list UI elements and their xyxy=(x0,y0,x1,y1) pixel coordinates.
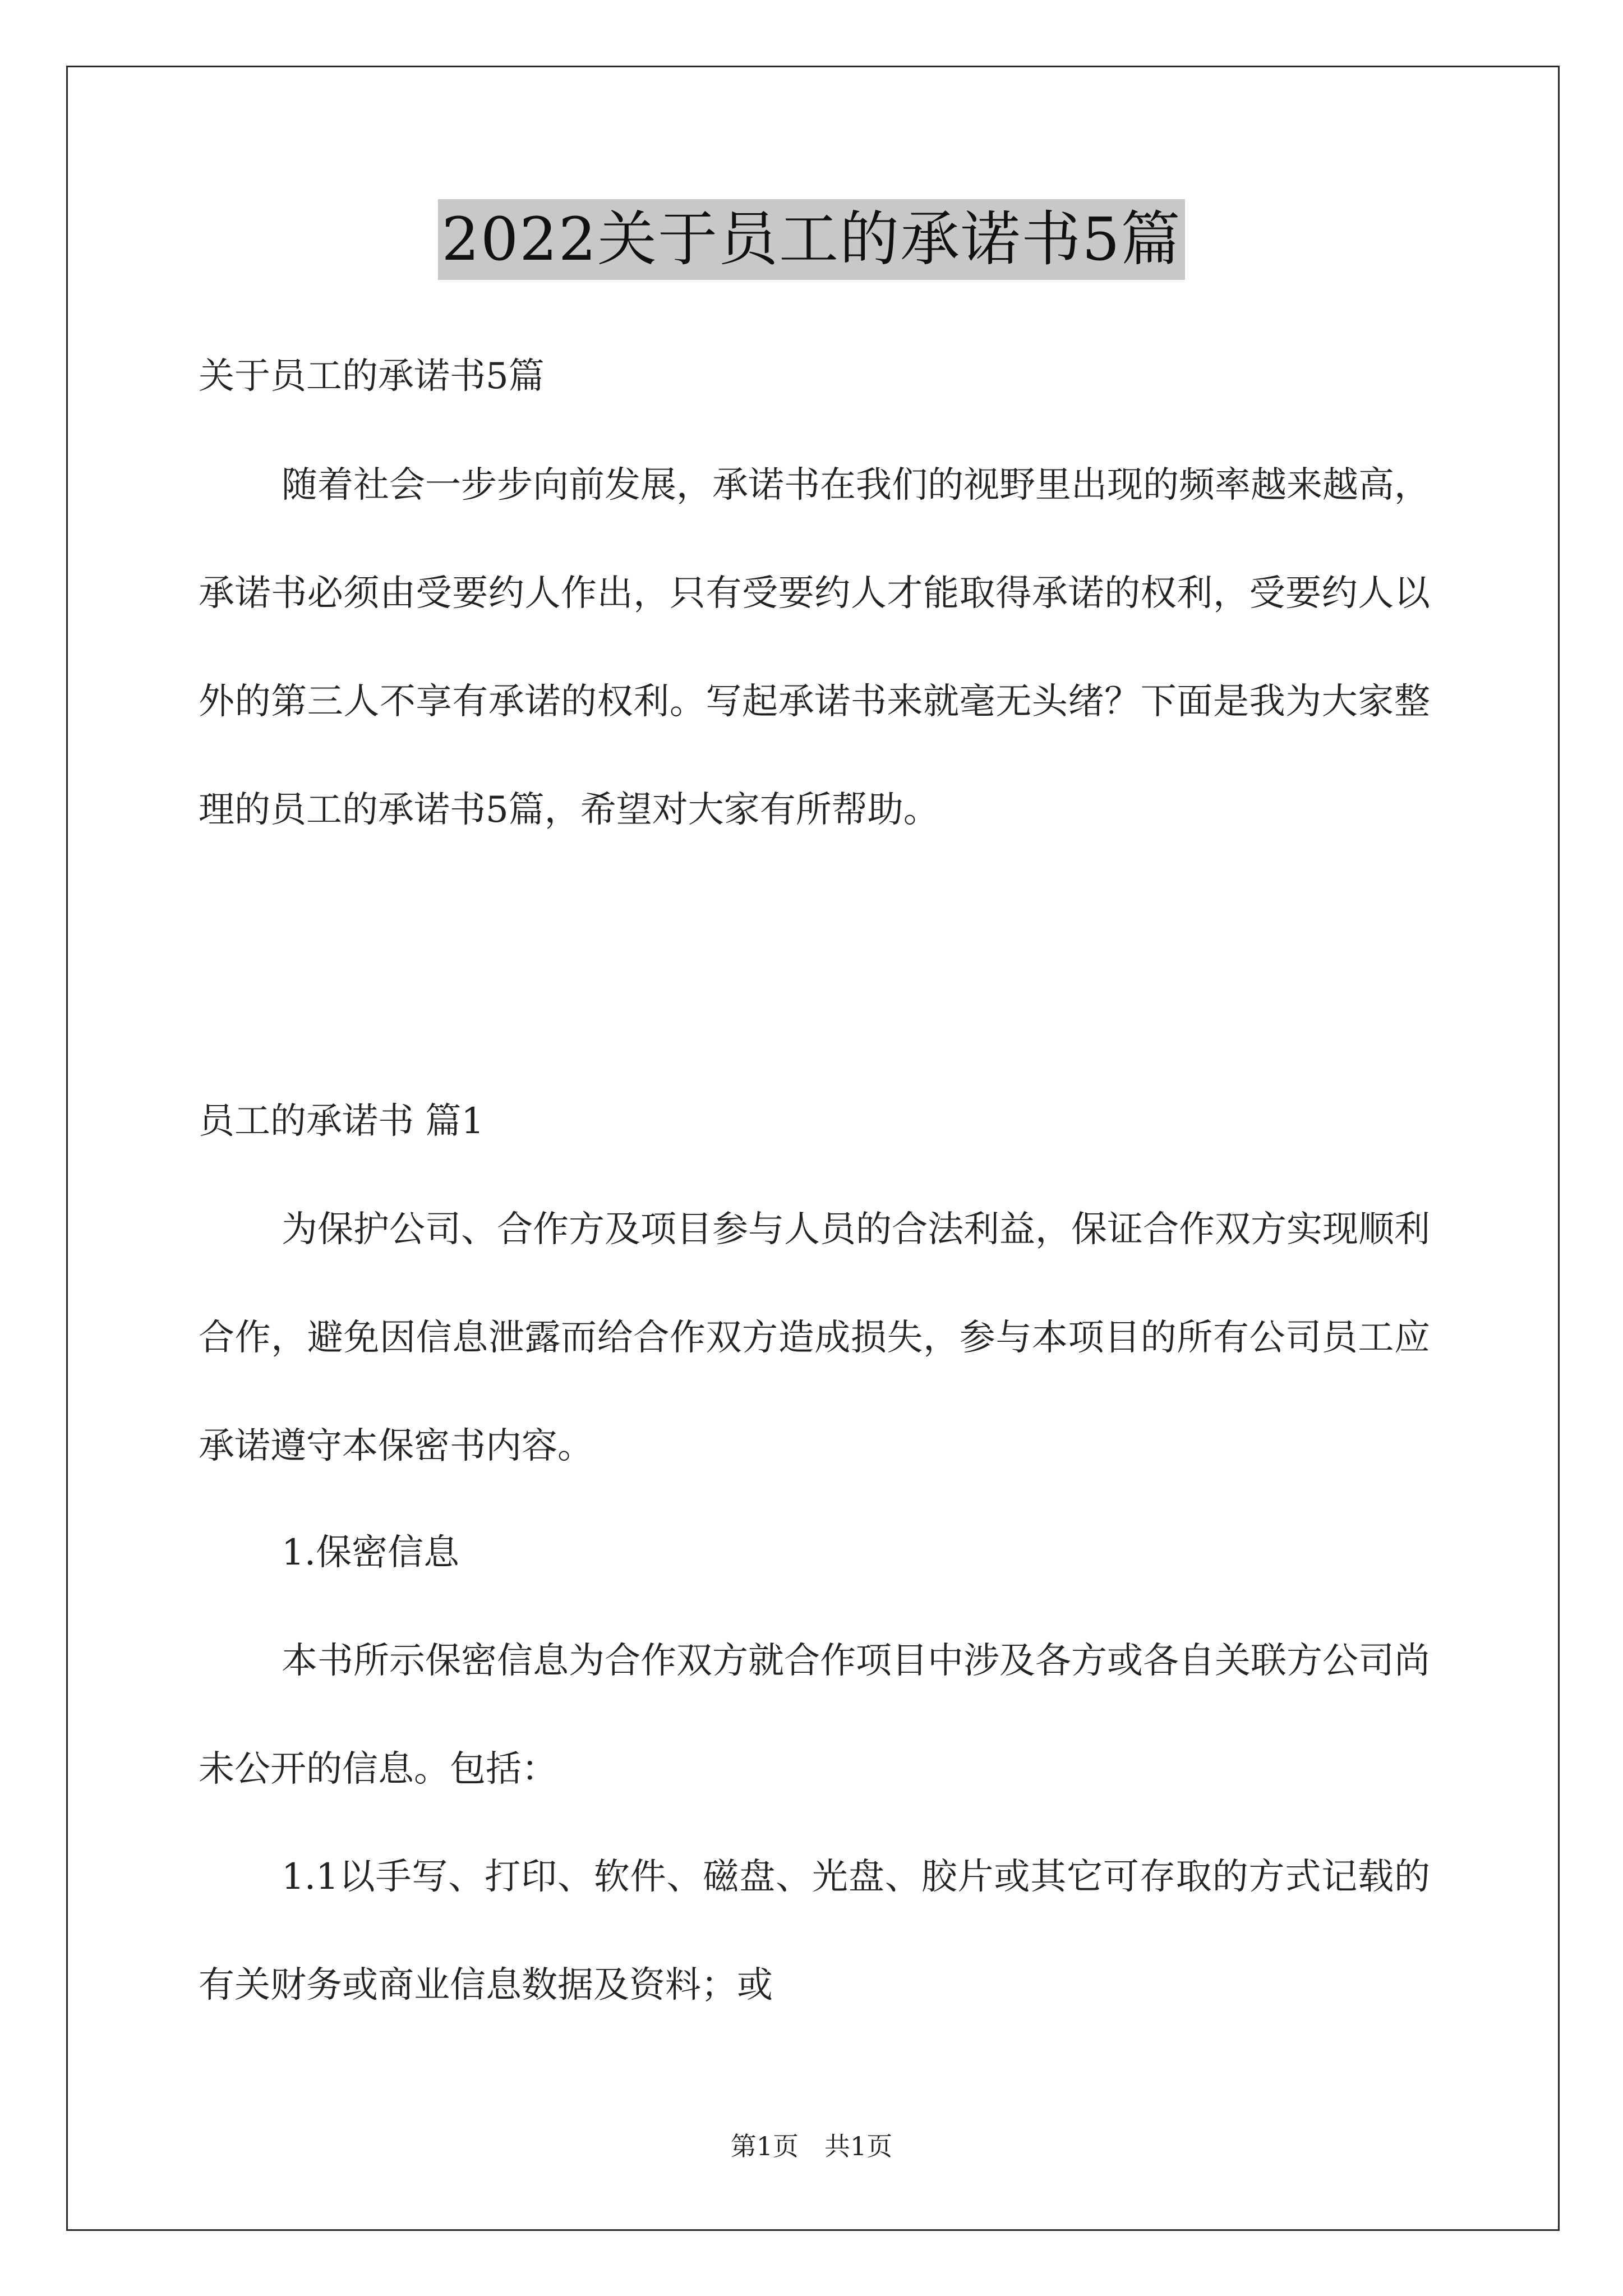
page-footer: 第1页 共1页 xyxy=(730,2131,893,2161)
sub-item-block xyxy=(199,1823,1430,2040)
title-container xyxy=(0,199,1623,280)
item-paragraph: 本书所示保密信息为合作双方就合作项目中涉及各方或各自关联方公司尚未公开的信息。包括： xyxy=(199,1640,1430,1790)
item-heading-block xyxy=(199,1499,1430,1607)
section-heading: 员工的承诺书 篇1 xyxy=(199,1101,485,1142)
sub-item-paragraph: 1.1以手写、打印、软件、磁盘、光盘、胶片或其它可存取的方式记载的有关财务或商业信息数据及资料；或 xyxy=(199,1856,1430,2006)
intro-block xyxy=(199,431,1430,864)
intro-paragraph: 随着社会一步步向前发展，承诺书在我们的视野里出现的频率越来越高，承诺书必须由受要约人作出，只有受要约人才能取得承诺的权利，受要约人以外的第三人不享有承诺的权利。写起承诺书来就毫无头绪？下面是我为大家整理的员工的承诺书5篇，希望对大家有所帮助。 xyxy=(199,464,1430,831)
subtitle-block xyxy=(199,323,1430,431)
section-paragraph: 为保护公司、合作方及项目参与人员的合法利益，保证合作双方实现顺利合作，避免因信息泄露而给合作双方造成损失，参与本项目的所有公司员工应承诺遵守本保密书内容。 xyxy=(199,1209,1430,1467)
section-para1-block xyxy=(199,1176,1430,1501)
item-para-block xyxy=(199,1607,1430,1824)
document-subtitle: 关于员工的承诺书5篇 xyxy=(199,356,545,397)
section-heading-block xyxy=(199,1068,1430,1176)
document-title: 2022关于员工的承诺书5篇 xyxy=(438,199,1184,280)
item-heading: 1.保密信息 xyxy=(282,1532,460,1573)
